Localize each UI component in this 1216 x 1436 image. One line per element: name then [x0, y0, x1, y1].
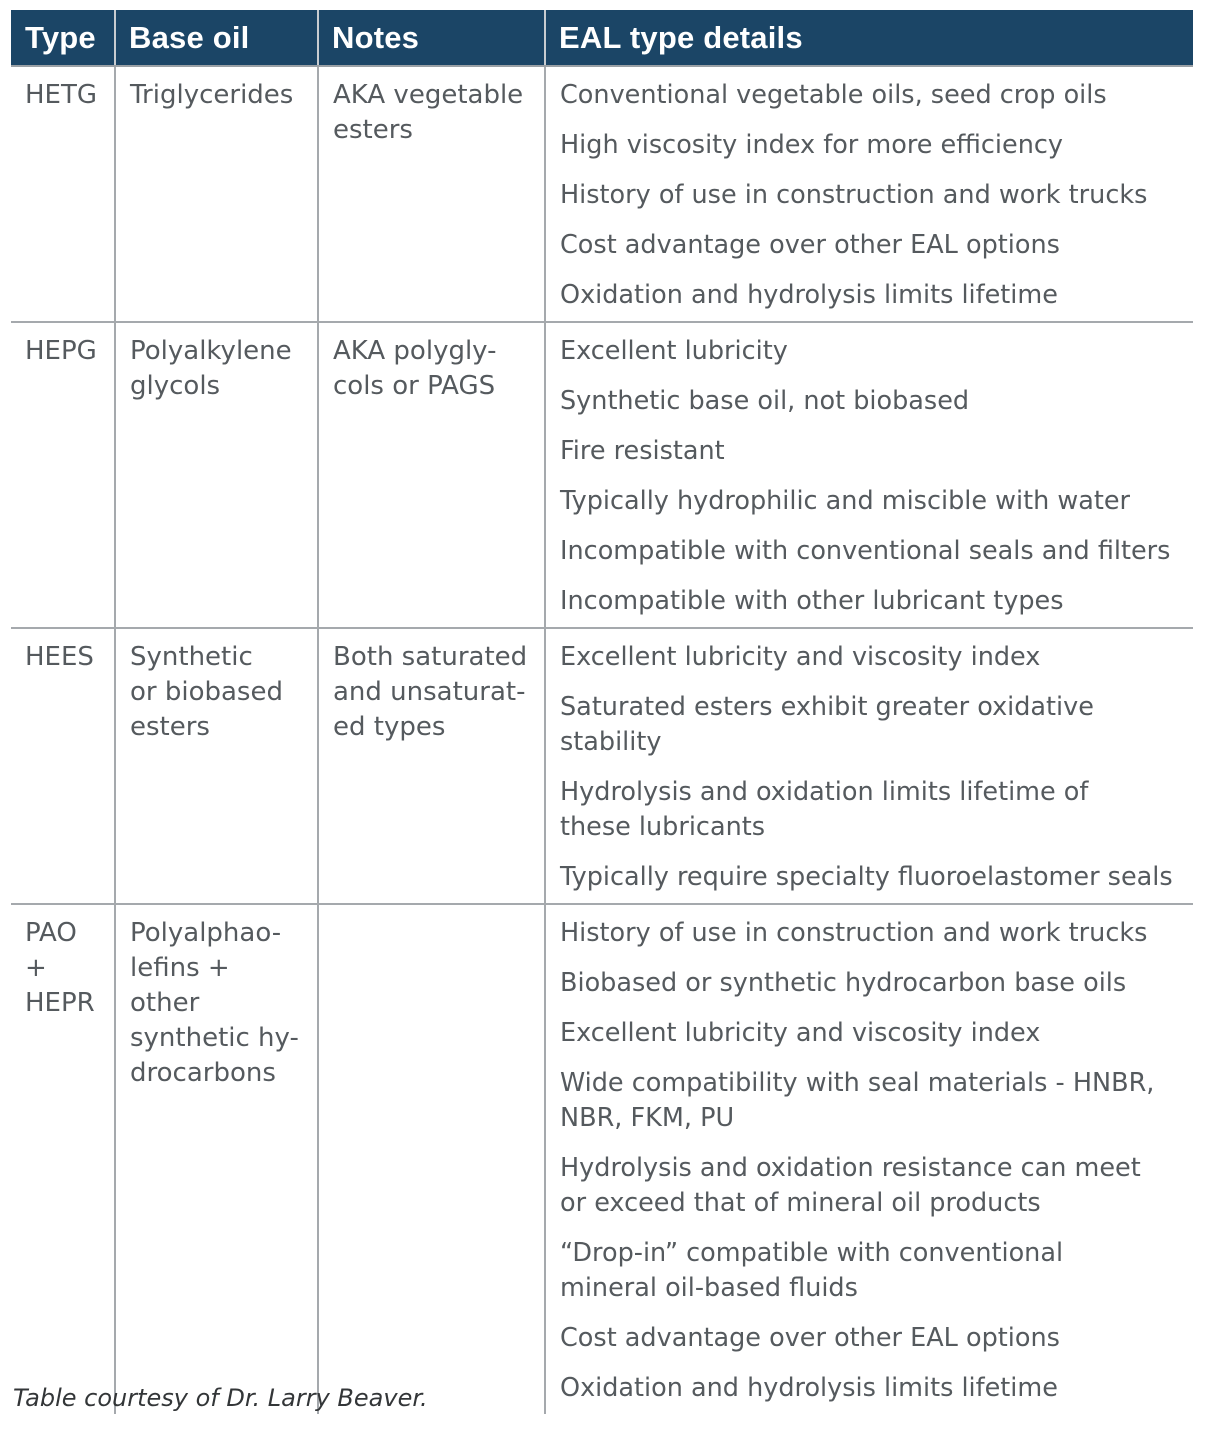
table-header [11, 10, 1193, 66]
detail-item: Excellent lubricity and viscosity index [560, 642, 1041, 672]
notes-value: Both saturated and unsaturat- ed types [333, 642, 528, 742]
detail-item: Incompatible with conventional seals and filters [560, 536, 1171, 566]
type-value: HETG [25, 80, 98, 110]
details-cell [545, 628, 1193, 904]
header-type: Type [11, 10, 115, 66]
base-oil-value: Polyalkylene glycols [130, 336, 292, 401]
detail-item: Saturated esters exhibit greater oxidative stability [560, 692, 1094, 757]
detail-item: Oxidation and hydrolysis limits lifetime [560, 1373, 1058, 1403]
notes-value: AKA vegetable esters [333, 80, 524, 145]
notes-cell [318, 904, 545, 1414]
eal-comparison-table [11, 10, 1193, 1414]
details-cell [545, 66, 1193, 322]
notes-cell [318, 66, 545, 322]
type-value: HEPG [25, 336, 97, 366]
detail-item: Typically require specialty fluoroelastomer seals [560, 862, 1173, 892]
table-row [11, 322, 1193, 628]
detail-item: Hydrolysis and oxidation limits lifetime of these lubricants [560, 777, 1089, 842]
detail-item: Conventional vegetable oils, seed crop oils [560, 80, 1107, 110]
detail-item: Excellent lubricity and viscosity index [560, 1018, 1041, 1048]
details-cell [545, 904, 1193, 1414]
table-caption: Table courtesy of Dr. Larry Beaver. [13, 1384, 428, 1412]
base-oil-value: Triglycerides [130, 80, 294, 110]
header-row [11, 10, 1193, 66]
type-cell [11, 628, 115, 904]
notes-value: AKA polygly- cols or PAGS [333, 336, 497, 401]
notes-cell [318, 322, 545, 628]
type-cell [11, 66, 115, 322]
detail-item: “Drop-in” compatible with conventional mineral oil-based fluids [560, 1238, 1064, 1303]
type-cell [11, 904, 115, 1414]
header-notes: Notes [318, 10, 545, 66]
detail-item: Hydrolysis and oxidation resistance can meet or exceed that of mineral oil products [560, 1153, 1141, 1218]
type-cell [11, 322, 115, 628]
table-body [11, 66, 1193, 1414]
detail-item: History of use in construction and work trucks [560, 918, 1148, 948]
detail-item: Biobased or synthetic hydrocarbon base oils [560, 968, 1127, 998]
detail-item: Fire resistant [560, 436, 725, 466]
details-cell [545, 322, 1193, 628]
base-oil-cell [115, 322, 318, 628]
table-row [11, 66, 1193, 322]
header-eal-type-details: EAL type details [545, 10, 1193, 66]
base-oil-cell [115, 628, 318, 904]
table-row [11, 904, 1193, 1414]
base-oil-cell [115, 66, 318, 322]
base-oil-value: Synthetic or biobased esters [130, 642, 283, 742]
type-value: PAO + HEPR [25, 918, 95, 1018]
base-oil-value: Polyalphao- lefins + other synthetic hy- drocarbons [130, 918, 299, 1088]
detail-item: Cost advantage over other EAL options [560, 1323, 1060, 1353]
table-row [11, 628, 1193, 904]
header-base-oil: Base oil [115, 10, 318, 66]
detail-item: Cost advantage over other EAL options [560, 230, 1060, 260]
detail-item: High viscosity index for more efficiency [560, 130, 1063, 160]
detail-item: History of use in construction and work trucks [560, 180, 1148, 210]
notes-cell [318, 628, 545, 904]
detail-item: Excellent lubricity [560, 336, 788, 366]
detail-item: Wide compatibility with seal materials - HNBR, NBR, FKM, PU [560, 1068, 1155, 1133]
detail-item: Oxidation and hydrolysis limits lifetime [560, 280, 1058, 310]
detail-item: Typically hydrophilic and miscible with water [560, 486, 1130, 516]
type-value: HEES [25, 642, 94, 672]
detail-item: Incompatible with other lubricant types [560, 586, 1064, 616]
base-oil-cell [115, 904, 318, 1414]
detail-item: Synthetic base oil, not biobased [560, 386, 970, 416]
